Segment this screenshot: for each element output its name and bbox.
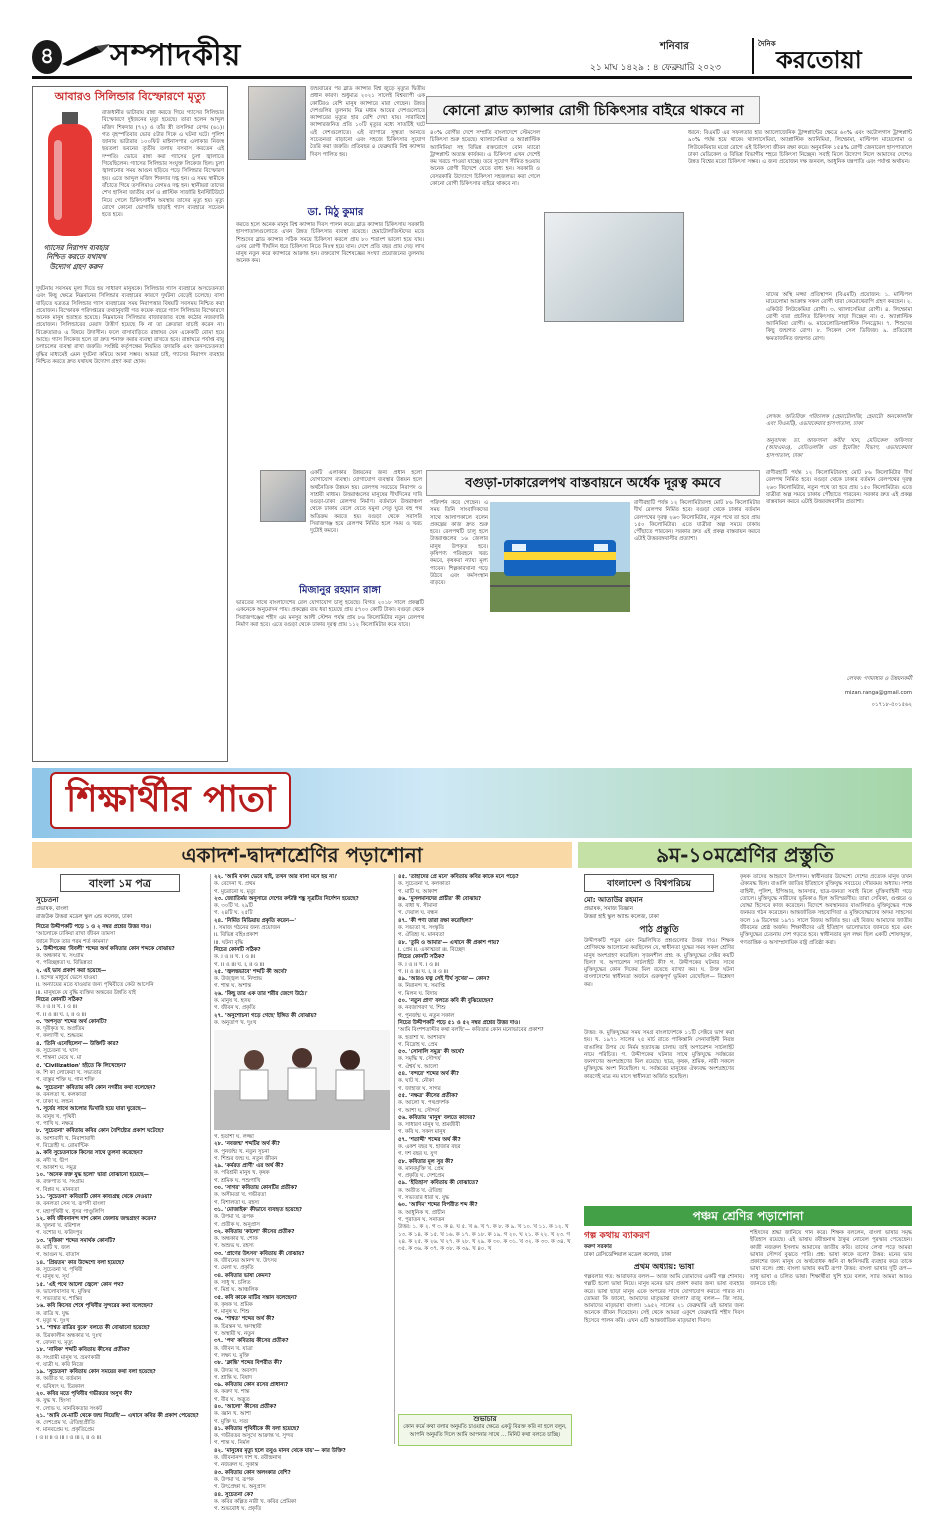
mcq-line: গ. শুভবোধ ঘ. প্রকৃতি: [214, 1506, 262, 1513]
gas-title: আবারও সিলিন্ডার বিস্ফোরণে মৃত্যু: [54, 90, 206, 103]
mcq-line: ক. সভ্যতা খ. সংস্কৃতি: [398, 925, 444, 932]
mcq-line: গ. ঐশ্বর্য ঘ. আলো: [398, 1063, 438, 1070]
mcq-line: i ও ii ii ও iii i ও iii i, ii ও iii: [36, 1434, 102, 1441]
mcq-line: ৩০. 'সাগর' কবিতায় কোনটির প্রতীক?: [214, 1185, 298, 1192]
mcq-line: নিচের উদ্দীপকটি পড়ে ১ ও ২ নম্বর প্রশ্নের উত্তর দাও।: [36, 924, 152, 930]
mcq-line: গ. শিশুর জন্ম ঘ. নতুন জীবন: [214, 1155, 278, 1162]
grade5-paragraph-2: শহিদদের শ্রদ্ধা জানিয়ে গান করে। শিক্ষক বললেন, বাংলা ভাষার সমৃদ্ধ ইতিহাস রয়েছে। এই ভাষায় রবীন্দ্রনাথ ঠাকুর নোবেল পুরস্কার পেয়েছেন। কাজী নজরুল ইসলাম আমাদের জাতীয় কবি। তাদের লেখা পড়ে আমরা ভাষার সৌন্দর্য বুঝতে পারি। প্রশ্ন: ভাষা কাকে বলে? উত্তর: মনের ভাব প্রকাশের জন্য মানুষ যে অর্থবোধক ধ্বনি বা ধ্বনিসমষ্টি ব্যবহার করে তাকে ভাষা বলে। প্রশ্ন: বাংলা ভাষার কয়টি রূপ? উত্তর: বাংলা ভাষার দুটি রূপ— সাধু ভাষা ও চলিত ভাষা। শিক্ষার্থীরা খুশি হয়ে বলল, স্যার আমরা আরও জানতে চাই।: [750, 1230, 912, 1288]
cancer-translator-credit: অনুবাদক: ডা. আফসানা কবীর খান, মেডিকেল অফিসার (আরএমও), রেডিওলজি এন্ড ইমেজিং বিভাগ, এভারকেয়ার হাসপাতাল, ঢাকা: [766, 438, 912, 459]
mcq-line: ৫৩. 'সোনালি সমুদ্র' কী অর্থে?: [398, 1049, 465, 1056]
mcq-line: ক. জীবন খ. যাত্রা: [214, 1345, 253, 1352]
mcq-line: ৪৫. 'তাহাদের প্রে মনে' কবিতায় কবির কাকে মনে পড়ে?: [398, 874, 519, 880]
mcq-line: ৪. 'তিনি এনেছিলেন'— উক্তিটি কার?: [36, 1040, 119, 1047]
mcq-line: গ. প্রকৃতি ঘ. দেশপ্রেম: [398, 1173, 445, 1180]
column-rule: [210, 874, 211, 1444]
mcq-line: গ. ii ও iii ঘ. i, ii ও iii: [36, 1011, 87, 1018]
rail-paragraph-2: ভারতের সাথে বাংলাদেশের রেল যোগাযোগ চালু হয়েছে। বিগত ২০১৮ সালে প্রকল্পটি একনেকে অনুমোদন পায়। প্রকল্পের ব্যয় ধরা হয়েছে প্রায় ৫৭০০ কোটি টাকা। বগুড়া থেকে সিরাজগঞ্জের শহীদ এম মনসুর আলী স্টেশন পর্যন্ত প্রায় ৮৬ কিলোমিটার নতুন রেলপথ নির্মাণ করা হবে। এতে বগুড়া থেকে ঢাকার দূরত্ব প্রায় ১১২ কিলোমিটার কমে যাবে।: [236, 600, 424, 628]
rail-paragraph-4: রাণীরহাটি পর্যন্ত ১২ কিলোমিটারসহ মোট ৮৬ কিলোমিটার দীর্ঘ রেলপথ নির্মিত হবে। বগুড়া থেকে ঢাকার বর্তমান রেলপথের দূরত্ব ২৬৩ কিলোমিটার, নতুন পথে তা হবে প্রায় ১৫০ কিলোমিটার। এতে যাত্রীরা অল্প সময়ে ঢাকায় পৌঁছাতে পারবেন। সরকার দ্রুত এই প্রকল্প বাস্তবায়ন করবে এটাই উত্তরবঙ্গবাসীর প্রত্যাশা।: [634, 500, 760, 543]
mcq-line: ক. মানবমুক্তি খ. প্রেম: [398, 1165, 444, 1172]
mcq-line: ক. সুচেতনা খ. ঘাস: [36, 1048, 78, 1055]
mcq-line: ১০. 'অনেক রক্ত যুদ্ধ হলো' দ্বারা বোঝানো হয়েছে—: [36, 1172, 149, 1179]
mcq-line: ক. গভীরতর অসুখে আক্রান্ত খ. সুন্দর: [214, 1433, 294, 1440]
mcq-line: ১৯. 'সুচেতনা' কবিতায় কোন সময়ের কথা বলা হয়েছে?: [36, 1369, 156, 1376]
mcq-line: ১১. 'সুচেতনা' কবিতাটি কোন কাব্যগ্রন্থ থেকে নেওয়া?: [36, 1193, 153, 1200]
mcq-line: ৫৬. কবিতায় 'মানুষ' বলতে কাদের?: [398, 1114, 476, 1121]
mcq-column-1: [36, 924, 206, 1444]
rail-paragraph-1: একটি এলাকার উন্নয়নের জন্য প্রধান হলো যোগাযোগ ব্যবস্থা। যোগাযোগ ব্যবস্থার উন্নয়ন হলে অর্থনৈতিক উন্নয়ন হয়। রেলপথ সবচেয়ে নিরাপদ ও সাশ্রয়ী মাধ্যম। উত্তরাঞ্চলের মানুষের দীর্ঘদিনের দাবি বগুড়া-ঢাকা রেলপথ নির্মাণ। বর্তমানে উত্তরাঞ্চল থেকে ঢাকায় রেলে যেতে যমুনা সেতু ঘুরে বহু পথ অতিক্রম করতে হয়। বগুড়া থেকে সরাসরি সিরাজগঞ্জ হয়ে রেলপথ নির্মিত হলে সময় ও খরচ দুটোই কমবে।: [310, 470, 422, 535]
gas-cylinder-icon: [40, 110, 100, 240]
bangla-topic: সুচেতনা: [36, 896, 59, 904]
mcq-line: গ. ii ও iii ঘ. i, ii ও iii: [214, 961, 265, 968]
mcq-line: 'আমি বিংশশতাব্দীর কথা বলছি'— কবিতার কোন মনোভাবের প্রকাশ?: [398, 1027, 544, 1034]
mcq-line: গ. অস্থায়ী ঘ. নতুন: [214, 1331, 255, 1338]
hsc-bar: একাদশ-দ্বাদশশ্রেণির পড়াশোনা: [32, 842, 572, 868]
mcq-line: ক. হতাশা খ. আশাবাদ: [398, 1034, 446, 1041]
mcq-line: ৬০. 'আদিম' শব্দের বিপরীত শব্দ কী?: [398, 1202, 478, 1209]
mcq-line: গ. মানুষ ঘ. শিশু: [214, 1309, 250, 1316]
mcq-column-3: [398, 874, 572, 1412]
mcq-line: জানে দিকে তার পরম শর্ত কামনা।': [36, 938, 109, 945]
mcq-line: ক. পরিশ্রমী মানুষ খ. কৃষক: [214, 1170, 270, 1177]
mcq-line: ক. সুচেতনা খ. পৃথিবী: [36, 1266, 83, 1273]
mcq-line: ক. অন্ধকার খ. সংগ্রাম: [36, 953, 84, 960]
gas-paragraph-1: রাজধানীর ভাটারায় রান্না করতে গিয়ে গ্যাসের সিলিন্ডার বিস্ফোরণে দুইজনের মৃত্যু হয়েছে। তারা হলেন আব্দুল মজিদ শিকদার (৭২) ও তাঁর স্ত্রী তসলিমা বেগম (৬১)। গত বৃহস্পতিবার ভোর ৫টার দিকে এ ঘটনা ঘটে। পুলিশ জানায় ভাটারার ১০০ফিট মাইনাসপার এলাকার নিজস্ব ছয়তলা ভবনের তৃতীয় তলায় বসবাস করতেন এই দম্পতি। ভোরে রান্না করা গ্যাসের চুলা জ্বালাতে গিয়েছিলেন। গ্যাসের সিলিন্ডার সংযুক্ত লিকেজ ছিল। চুলা জ্বালানোর সময় আগুন ছড়িয়ে পড়ে সিলিন্ডার বিস্ফোরণ হয়। এতে আব্দুল মজিদ শিকদার দগ্ধ হন। এ সময় স্বামীকে বাঁচাতে গিয়ে তসলিমাও বেগমও দগ্ধ হন। স্থানীয়রা তাদের শেখ হাসিনা জাতীয় বার্ন ও প্লাস্টিক সার্জারি ইনস্টিটিউটে নিয়ে গেলে চিকিৎসাধীন অবস্থায় তাদের মৃত্যু হয়। মৃত্যু রোগে কোনো ভোগান্তি ছাড়াই গ্যাস ব্যবহারে সচেতন হতে হবে।: [102, 110, 224, 219]
mcq-line: ৫৪. 'বন্দরে' শব্দের অর্থ কী?: [398, 1071, 460, 1078]
mcq-line: ৯. কবি সুচেতনাকে কিসের সাথে তুলনা করেছেন?: [36, 1150, 143, 1157]
mcq-line: iii. ঘটনা বৃদ্ধি: [214, 939, 244, 946]
mcq-line: i. সমাজ গঠনের জন্য প্রয়োজন: [214, 925, 281, 932]
mcq-line: ২৭. 'অনুশোচনা গড়ে গেছে' ইঙ্গিত কী বোঝায়?: [214, 1012, 317, 1019]
bd-teacher-title: প্রভাষক, সমাজ বিজ্ঞান: [584, 906, 633, 912]
mcq-line: গ. সভ্যতার ঘ. শান্তির: [36, 1296, 83, 1303]
mcq-line: ক. চিরকালীন অন্ধকার খ. দুঃখ: [36, 1332, 102, 1339]
mcq-line: ৩১. 'মোজাইক' কীভাবে ব্যবহৃত হয়েছে?: [214, 1206, 302, 1213]
mcq-line: উত্তর: ১. ক ২. গ ৩. ক ৪. ঘ ৫. খ ৬. খ ৭. ক ৮. ক ৯. খ ১০. খ ১১. ক ১২. খ ১৩. ক ১৪. ক ১৫. খ ১৬. ক ১৭. ক ১৮. ক ১৯. গ ২০. ঘ ২১. ক ২২. খ ২৩. গ ২৪. ক ২৫. ক ২৬. খ ২৭. ক ২৮. খ ২৯. ক ৩০. ক ৩১. খ ৩২. ক ৩৩. ক ৩৪. খ ৩৫. ক ৩৬. ক ৩৭. ক ৩৮. ক ৩৯. খ ৪০. খ: [398, 1224, 571, 1253]
bangla-subject: বাংলা ১ম পত্র: [60, 874, 180, 892]
mcq-line: গ. শ্রমিক ঘ. পশুপাখি: [214, 1177, 261, 1184]
mcq-line: গ. ২৪টি ঘ. ২৫টি: [214, 910, 253, 917]
mcq-line: ক. আলো খ. পথপ্রদর্শক: [398, 1100, 449, 1107]
mcq-line: গ. যশোর ঘ. ফরিদপুর: [36, 1230, 83, 1237]
cancer-author: ডা. মিঠু কুমার: [307, 207, 364, 218]
gas-paragraph-2: দুর্ঘটনায় সবসময় মূল্য দিতে হয় সাধারণ মানুষকে। সিলিন্ডার গ্যাস ব্যবহারে অসচেতনতা এবং কিছু ক্ষেত্রে নিম্নমানের সিলিন্ডার ব্যবহারের কারণে দুর্ঘটনা বেড়েই চলেছে। বাসা বাড়িতে যত্রতত্র সিলিন্ডার গ্যাস ব্যবহারের সময় নিরাপত্তার বিষয়টি সবসময় নিশ্চিত করা প্রয়োজন। বিস্ফোরক পরিদপ্তরের তথ্যানুযায়ী গত কয়েক বছরে গ্যাস সিলিন্ডার বিস্ফোরণে অনেক মানুষ হতাহত হয়েছে। নিম্নমানের সিলিন্ডার বাজারজাত বন্ধে কঠোর নজরদারি প্রয়োজন। সিলিন্ডারের মেয়াদ উত্তীর্ণ হয়েছে কি না তা ক্রেতারা যাচাই করেন না। বিক্রেতারাও এ বিষয়ে উদাসীন। ফলে বাসাবাড়িতে রান্নাঘর যেন একেকটি বোমা হয়ে আছে। গ্যাস লিকেজ হলে তা দ্রুত শনাক্ত করার ব্যবস্থা রাখতে হবে। রান্নাঘরে পর্যাপ্ত বায়ু চলাচলের ব্যবস্থা রাখা জরুরি। সংশ্লিষ্ট কর্তৃপক্ষের নিয়মিত তদারকি এবং জনসচেতনতা বৃদ্ধির মাধ্যমেই এমন দুর্ঘটনা কমিয়ে আনা সম্ভব। আমরা চাই, গ্যাসের নিরাপদ ব্যবহার নিশ্চিত করতে দ্রুত যথাযথ উদ্যোগ গ্রহণ করা হোক।: [36, 286, 224, 365]
mcq-line: গ. আকাশ ঘ. সমুদ্র: [36, 1164, 77, 1171]
mcq-line: ক. ৩০টি খ. ২৯টি: [214, 903, 253, 910]
shuvochar-title: শুভাচার: [473, 1415, 497, 1423]
mcq-line: গ. পুনর্জন্ম ঘ. নতুন সকাল: [398, 1012, 455, 1019]
mcq-line: ক. অনুতাপ খ. দুঃখ: [214, 1019, 257, 1026]
header-rule: [32, 76, 912, 79]
mcq-line: ক. অতীত খ. বর্তমান: [36, 1376, 81, 1383]
mcq-line: ক. সুচেতনা খ. কলকাতা: [398, 881, 451, 888]
mcq-line: ক. নদী খ. দ্বীপ: [36, 1157, 68, 1164]
mcq-line: ক. অসীমতা খ. গভীরতা: [214, 1192, 266, 1199]
mcq-line: ৫৭. 'শতাব্দী' শব্দের অর্থ কী?: [398, 1136, 461, 1143]
mcq-line: ৫৫. 'নক্ষত্র' কীসের প্রতীক?: [398, 1092, 459, 1099]
mcq-line: ৫. 'Civilization' হইতে কি লিখেছেন?: [36, 1062, 127, 1069]
mcq-line: গ. সভ্যতার ধারা ঘ. যুদ্ধ: [398, 1195, 450, 1202]
mcq-line: ৪০. 'আলো' কীসের প্রতীক?: [214, 1403, 277, 1410]
mcq-line: গ. মুক্তি ঘ. সত্য: [214, 1418, 249, 1425]
mcq-line: গ. মৃত্যু ঘ. দুঃখ: [36, 1318, 70, 1325]
grade5-bar: পঞ্চম শ্রেণির পড়াশোনা: [584, 1206, 912, 1226]
mcq-line: নিচের কোনটি সঠিক?: [36, 996, 83, 1003]
mcq-line: ii. বিভিন্ন বহিঃপ্রকাশ: [214, 932, 259, 939]
education-title: শিক্ষার্থীর পাতা: [50, 772, 291, 829]
mcq-line: গ. দশ বছর ঘ. যুগ: [398, 1151, 438, 1158]
mcq-line: ক. মাটি খ. জল: [36, 1245, 70, 1252]
mcq-line: ক. দেশপ্রেম খ. ঐতিহ্যপ্রীতি: [36, 1420, 95, 1427]
mcq-line: ২০. কবির মতে পৃথিবীর গভীরতর অসুখ কী?: [36, 1391, 133, 1397]
mcq-line: গ. মেলা ঘ. প্রকৃতি: [214, 1265, 254, 1272]
mcq-line: ৮. 'সুচেতনা' কবিতায় কবির কোন বৈশিষ্ট্যের প্রকাশ ঘটেছে?: [36, 1128, 164, 1135]
bangla-teacher: প্রভাষক, বাংলা: [36, 906, 69, 912]
bd-teacher: মো: আতাউর রহমান: [584, 896, 643, 904]
mcq-line: ক. উজ্জ্বল খ. নিষ্প্রভ: [214, 976, 263, 983]
mcq-line: গ. আশা ঘ. সৌন্দর্য: [398, 1107, 440, 1114]
mcq-line: গ. শ্রান্তি ঘ. বিষাদ: [214, 1374, 253, 1381]
mcq-line: ১৪. 'প্রিয়তম' কার উদ্দেশ্যে বলা হয়েছে?: [36, 1259, 125, 1266]
mcq-line: ৩৭. 'পথ' কবিতায় কীসের প্রতীক?: [214, 1338, 289, 1345]
grade5-paragraph-1: গল্পবলার গত: আরাফাত বলল— আজ আমি তোমাদের একটি গল্প শোনাব। গল্পটি হলো ভাষা নিয়ে। মানুষ মনের ভাব প্রকাশ করার জন্য ভাষা ব্যবহার করে। ভাষা ছাড়া মানুষ একে অপরের সাথে যোগাযোগ করতে পারত না। তোমরা কি জানো, আমাদের মাতৃভাষা বাংলা? রাজু বলল— জি স্যার, আমাদের মাতৃভাষা বাংলা। ১৯৫২ সালের ২১ ফেব্রুয়ারি এই ভাষার জন্য অনেকে জীবন দিয়েছেন। সেই থেকে আমরা একুশে ফেব্রুয়ারি শহীদ দিবস হিসেবে পালন করি। এখন এটি আন্তর্জাতিক মাতৃভাষা দিবস।: [584, 1274, 744, 1324]
mcq-line: গ. কবি ঘ. সকল মানুষ: [398, 1129, 446, 1136]
mcq-line: গ. মিশ্র ঘ. আঞ্চলিক: [214, 1287, 259, 1294]
mcq-line: ২৯. 'কর্মরত প্রাণী' এর অর্থ কী?: [214, 1163, 284, 1170]
mcq-line: গ. মহাপৃথিবী ঘ. ধূসর পাণ্ডুলিপি: [36, 1208, 104, 1215]
mcq-line: ২৪. 'নির্মিত মিডিয়ায় প্রকৃতি করেন—': [214, 917, 297, 924]
mcq-line: ক. আশাবাদী খ. নিরাশাবাদী: [36, 1135, 95, 1142]
rail-author-photo: [260, 470, 306, 522]
mcq-line: গ. বীর ঘ. অদ্ভুত: [214, 1396, 250, 1403]
rail-author-phone: ০১৭১৮-৫০১৫৬২: [871, 702, 912, 708]
mcq-line: ii. অন্যায়ের মতে যাওয়ার জন্য পৃথিবীতে কেউ আসেনি: [36, 982, 154, 989]
rail-paragraph-3: পরিদর্শন করে গেছেন। এ সময় তিনি সাংবাদিকদের সাথে আলাপকালে বলেন প্রকল্পের কাজ দ্রুত শুরু হবে। রেলপথটি চালু হলে উত্তরাঞ্চলের ১৬ জেলার মানুষ উপকৃত হবে। কৃষিপণ্য পরিবহনে খরচ কমবে, কৃষকরা ন্যায্য মূল্য পাবেন। শিল্পকারখানা গড়ে উঠবে এবং কর্মসংস্থান বাড়বে।: [430, 500, 488, 587]
mcq-line: গ. দেয়াল ঘ. বন্ধন: [398, 910, 438, 917]
mcq-line: ক. বনলতা সেন খ. রূপসী বাংলা: [36, 1201, 106, 1208]
train-photo: [490, 502, 630, 612]
mcq-line: ৭. সূর্যের সাথে আলোর ভিখারি হয়ে যারা ঘুরেছে—: [36, 1106, 147, 1113]
mcq-line: গ. হতাশা ঘ. লজ্জা: [214, 1134, 254, 1140]
mcq-line: গ. জাহাজ ঘ. সাগর: [398, 1085, 441, 1092]
mcq-column-2-top: [214, 874, 390, 1026]
mcq-line: ক. সমৃদ্ধি খ. সৌন্দর্য: [398, 1056, 441, 1063]
mcq-line: গ. বিশালতা ঘ. রহস্য: [214, 1199, 260, 1206]
mcq-line: গ. ii ও iii ঘ. i, ii ও iii: [398, 968, 449, 975]
mcq-line: ৪৬. 'মুসলমানদের প্রাচীর' কী বোঝায়?: [398, 895, 482, 902]
mcq-line: গ. পরিচ্ছন্নতা ঘ. বিভিন্নতা: [36, 960, 93, 967]
mcq-line: নিচের উদ্দীপকটি পড়ে ৫১ ও ৫২ নম্বর প্রশ্নের উত্তর দাও।: [398, 1019, 521, 1026]
paper-tag: দৈনিক: [758, 40, 776, 48]
mcq-line: ২৮. 'নবজন্ম' শব্দটির অর্থ কী?: [214, 1141, 280, 1148]
mcq-line: ক. সাধু খ. চলিত: [214, 1279, 251, 1286]
mcq-line: ক. উদ্যম খ. অবসাদ: [214, 1367, 258, 1374]
mcq-line: ৪৮. 'তুমি ও আমার'— এখানে কী প্রকাশ পায়?: [398, 939, 500, 946]
mcq-line: ৩৬. 'শাশ্বত' শব্দের অর্থ কী?: [214, 1316, 275, 1323]
mcq-line: ২৩. জ্যোতির্ময় অনুসারে দেশের কন্টাক্ট শঙ্কু সূত্রটির নির্দেশন হয়েছে?: [214, 895, 359, 902]
grade5-subject: গল্প কথায় ব্যাকরণ: [584, 1231, 650, 1241]
mcq-line: ক. উপমা খ. রূপক: [214, 1214, 254, 1221]
mcq-column-2-bottom: [214, 1134, 390, 1513]
mcq-line: ক. যুদ্ধ খ. হিংসা: [36, 1398, 71, 1405]
mcq-line: ক. বেদেনা খ. প্রথম: [214, 881, 256, 888]
mcq-line: গ. ঐতিহ্য ঘ. মানবতা: [398, 932, 445, 939]
mcq-line: iii. মানুষকে যে বুদ্ধি ব্যক্তির অন্তরের উন্নতি যাই: [36, 989, 136, 996]
mcq-line: ক. শি কা লোকেরা খ. সভ্যতার: [36, 1069, 102, 1076]
mcq-line: গ. লক্ষ্য ঘ. মুক্তি: [214, 1352, 250, 1359]
mcq-line: ৫৯. 'ইতিহাস' কবিতায় কী বোঝাতে?: [398, 1180, 479, 1187]
mcq-line: ক. নবজাগরণ খ. শিশু: [398, 1005, 446, 1012]
mcq-line: ক. জীবনানন্দ দাশ খ. রবীন্দ্রনাথ: [214, 1455, 282, 1462]
shuvochar-box: [398, 1414, 572, 1446]
mcq-line: গ. মিলন ঘ. বিদায়: [398, 990, 438, 997]
mcq-line: ৬. 'সুচেতনা' কবিতায় কবি কোন নগরীর কথা বলেছেন?: [36, 1084, 156, 1091]
bd-subject: বাংলাদেশ ও বিশ্বপরিচয়: [584, 874, 714, 892]
mcq-line: ৩৮. 'ক্লান্তি' শব্দের বিপরীত কী?: [214, 1360, 283, 1367]
mcq-line: ক. দূরীকৃত খ. অপ্রতিম: [36, 1026, 85, 1033]
mcq-line: গ. নজরুল ঘ. সুকান্ত: [214, 1462, 259, 1469]
mcq-line: ৩৩. 'প্রাণের উৎসব' কবিতায় কী বোঝায়?: [214, 1250, 305, 1257]
bd-paragraph-2: উত্তর: ক. মুক্তিযুদ্ধের সময় সমগ্র বাংলাদেশকে ১১টি সেক্টরে ভাগ করা হয়। খ. ১৯৭১ সালের ২৫ মার্চ রাতে পাকিস্তানি সেনাবাহিনী নিরস্ত্র বাঙালির উপর যে নির্মম হত্যাযজ্ঞ চালায় তাই অপারেশন সার্চলাইট নামে পরিচিত। গ. উদ্দীপকের ঘটনার সাথে মুক্তিযুদ্ধে সর্বস্তরের জনগণের অংশগ্রহণের মিল রয়েছে। ছাত্র, কৃষক, শ্রমিক, নারী সকলে মুক্তিযুদ্ধে অংশ নিয়েছিল। ঘ. সর্বস্তরের মানুষের ঐক্যবদ্ধ অংশগ্রহণের কারণেই মাত্র নয় মাসে স্বাধীনতা অর্জিত হয়েছিল।: [584, 1030, 734, 1080]
rail-headline: বগুড়া-ঢাকারেলপথ বাস্তবায়নে অর্ধেক দূরত্ব কমবে: [426, 470, 760, 496]
bd-paragraph-3: কৃষক তাদের আহরণে উৎপাদন। স্বাধীনতার উদ্দেশ্যে দেশের প্রত্যেক মানুষ তখন ঐক্যবদ্ধ ছিল। বাঙালি জাতির ইতিহাসে মুক্তিযুদ্ধ সবচেয়ে গৌরবময় অধ্যায়। সশস্ত্র বাহিনী, পুলিশ, ইপিআর, আনসার, ছাত্র-জনতা সবাই মিলে মুক্তিবাহিনী গড়ে তোলে। মুক্তিযুদ্ধে নারীদের ভূমিকাও ছিল অবিস্মরণীয়। তারা সেবিকা, গুপ্তচর ও যোদ্ধা হিসেবে কাজ করেছেন। বিদেশে অবস্থানরত বাঙালিরাও মুক্তিযুদ্ধের পক্ষে জনমত গঠন করেছেন। আন্তর্জাতিক সহযোগিতা ও মুক্তিযোদ্ধাদের অদম্য সাহসের ফলে ১৬ ডিসেম্বর ১৯৭১ সালে বিজয় অর্জিত হয়। এই বিজয় আমাদের জাতীয় জীবনের শ্রেষ্ঠ অর্জন। শিক্ষার্থীদের এই ইতিহাস ভালোভাবে জানতে হবে এবং মুক্তিযুদ্ধের চেতনায় দেশ গড়তে হবে। স্বাধীনতার মূল লক্ষ্য ছিল একটি শোষণমুক্ত, গণতান্ত্রিক ও অসাম্প্রদায়িক রাষ্ট্র প্রতিষ্ঠা করা।: [740, 874, 912, 946]
mcq-line: ২২. 'আমি যখন ভেবে যাই, তখন আর বাসা মনে হয় না।': [214, 874, 338, 880]
mcq-line: গ. মাটি ঘ. আকাশ: [398, 888, 438, 895]
mcq-line: i. ছন্দের মাধুর্যে ভেসে যাওয়া: [36, 975, 97, 982]
mcq-line: ৩৯. কবিতায় কোন রসের প্রাধান্য?: [214, 1382, 289, 1389]
issue-date: ২১ মাঘ ১৪২৯ : ৪ ফেব্রুয়ারি ২০২৩: [590, 63, 721, 73]
mcq-line: গ. বিপ্লব ঘ. মানবতা: [36, 1186, 80, 1193]
mcq-line: গ. বিদ্রোহী ঘ. রোমান্টিক: [36, 1142, 89, 1149]
mcq-line: ৪৪. সুচেতনা কে?: [214, 1491, 254, 1498]
mcq-line: ক. করুণ খ. শান্ত: [214, 1389, 250, 1396]
mcq-line: ক. নিরানন্দ খ. সমাপ্তি: [398, 983, 445, 990]
mcq-line: ৩২. কবিতায় 'কালো' কীসের প্রতীক?: [214, 1228, 295, 1235]
mcq-line: ২৫. 'জ্বলন্তভাবে' শব্দটি কী অর্থে?: [214, 968, 288, 975]
bd-lesson: পাঠ প্রস্তুতি: [639, 925, 679, 935]
mcq-line: ২৬. 'কিছু তার এক তার শরীর জেগে উঠে।': [214, 990, 308, 997]
mcq-line: গ. জীবন ঘ. প্রকৃতি: [214, 1005, 256, 1012]
mcq-line: গ. প্রতীক ঘ. অনুপ্রাস: [214, 1221, 260, 1228]
mcq-line: ক. কৃষক খ. শ্রমিক: [214, 1301, 253, 1308]
mcq-line: গ. যাত্রী ঘ. কবি নিজে: [36, 1361, 84, 1368]
ssc-bar: ৯ম-১০মশ্রেণির প্রস্তুতি: [578, 842, 912, 868]
cancer-paragraph-3: ৪০% রোগীর দেশে সম্প্রতি বাংলাদেশে স্টেমসেল চিকিৎসা শুরু হয়েছে। থ্যালাসেমিয়া ও অ্যাপ্লাস্টিক অ্যানিমিয়া সহ বিভিন্ন রক্তরোগে বোন ম্যারো ট্রান্সপ্লান্ট অত্যন্ত কার্যকর। এ চিকিৎসা এখন দেশেই কম খরচে পাওয়া যাচ্ছে। তবে সুযোগ সীমিত হওয়ায় অনেক রোগী বিদেশে যেতে বাধ্য হন। সরকারি ও বেসরকারি উদ্যোগে চিকিৎসা সহজলভ্য করা গেলে কোনো রোগী চিকিৎসার বাইরে থাকবে না।: [430, 130, 540, 188]
rail-continuation: রাণীরহাটি পর্যন্ত ১২ কিলোমিটারসহ মোট ৮৬ কিলোমিটার দীর্ঘ রেলপথ নির্মিত হবে। বগুড়া থেকে ঢাকার বর্তমান রেলপথের দূরত্ব ২৬৩ কিলোমিটার, নতুন পথে তা হবে প্রায় ১৫০ কিলোমিটার। এতে যাত্রীরা অল্প সময়ে ঢাকায় পৌঁছাতে পারবেন। সরকার দ্রুত এই প্রকল্প বাস্তবায়ন করবে এটাই উত্তরবঙ্গবাসীর প্রত্যাশা।: [766, 470, 912, 506]
weekday: শনিবার: [660, 41, 689, 52]
mcq-line: গ. বিদ্রোহ ঘ. প্রেম: [398, 1041, 438, 1048]
mcq-line: ক. i ও ii খ. i ও iii: [398, 961, 440, 968]
page-number: ৪: [32, 40, 62, 74]
mcq-line: ১২. কবি জীবনানন্দ দাশ কোন জেলায় জন্মগ্রহণ করেন?: [36, 1215, 157, 1222]
mcq-line: ৪৩. কবিতায় কোন অলংকার বেশি?: [214, 1469, 291, 1476]
students-photo: [214, 1030, 390, 1130]
mcq-line: নিচের কোনটি সঠিক?: [398, 954, 445, 961]
mcq-line: ক. পুনর্জন্ম খ. নতুন সূচনা: [214, 1148, 270, 1155]
section-title: সম্পাদকীয়: [110, 38, 242, 73]
mcq-line: ৩৫. কবি কাকে মাটির সন্তান বলেছেন?: [214, 1294, 298, 1301]
mcq-line: ক. i ও ii খ. i ও iii: [214, 954, 256, 961]
mcq-line: ৪৭. 'কী পণ্য তারা রক্ষা করেছিল?': [398, 917, 474, 924]
mcq-line: ক. সংগ্রামী মানুষ খ. ভ্রমণকারী: [36, 1354, 101, 1361]
mcq-line: গ. মুচরানো ঘ. মৃত্যু: [214, 888, 256, 895]
mcq-line: ১. উদ্দীপকের 'বিবলী' শব্দের অর্থ কবিতার কোন শব্দকে বোঝায়?: [36, 945, 175, 952]
mcq-line: গ. শান্তনা মেয়ে ঘ. মা: [36, 1055, 82, 1062]
mcq-line: ক. অতীত খ. ঐতিহ্য: [398, 1187, 443, 1194]
mcq-line: ১৮. 'নাবিক' শব্দটি কবিতায় কীসের প্রতীক?: [36, 1347, 130, 1354]
paper-name: করতোয়া: [776, 46, 862, 74]
mcq-line: ১৬. কবি কিসের শেষে পৃথিবীর সুন্দরের কথা বলেছেন?: [36, 1303, 153, 1310]
mcq-line: ক. সাধারণ মানুষ খ. শ্রমজীবী: [398, 1122, 461, 1129]
cancer-paragraph-1: জন্মবারের পর ব্লাড ক্যান্সার বিশ্ব জুড়ে মৃত্যুর দ্বিতীয় প্রধান কারণ। শুধুমাত্র ২০২১ সালেই বিশ্বব্যাপী এক কোটিরও বেশি মানুষ ক্যান্সারে মারা গেছেন। উন্নত দেশগুলির তুলনায় নিম্ন মধ্যম আয়ের দেশগুলোতে ক্যান্সারের মৃত্যুর হার বেশি দেখা যায়। সারাবিশ্বে ক্যান্সারজনিত প্রতি ১০টি মৃত্যুর মধ্যে সাতটিই ঘটে এই দেশগুলোতে। এই ব্যাপারে সুস্থতা আনতে সচেতনতা বাড়ানো এবং সহজে চিকিৎসার সুযোগ তৈরি করা জরুরি। প্রতিবছর ৪ ফেব্রুয়ারি বিশ্ব ক্যান্সার দিবস পালিত হয়।: [310, 86, 425, 158]
mcq-line: ক. চিরন্তন খ. ক্ষণস্থায়ী: [214, 1323, 262, 1330]
mcq-line: ক. মানুষ খ. হৃদয়: [214, 998, 251, 1005]
mcq-line: ক. আধুনিক খ. প্রাচীন: [398, 1209, 445, 1216]
mcq-line: গ. পাখি ঘ. নক্ষত্র: [36, 1121, 74, 1128]
mcq-line: গ. উৎপ্রেক্ষা ঘ. অনুপ্রাস: [214, 1484, 266, 1491]
mcq-line: গ. ব্যস্তুর শক্তি ঘ. গান শক্তি: [36, 1077, 95, 1084]
mcq-line: ক. রক্তপাত খ. সংগ্রাম: [36, 1179, 84, 1186]
cancer-paragraph-4: ধরনে: বিএমটি এর সফলতার হার অ্যালোজেনিক ট্রান্সপ্লান্টের ক্ষেত্রে ৬০% এবং অটোলগাস ট্রান্সপ্লান্ট ৯০% পর্যন্ত হয়ে থাকে। থ্যালাসেমিয়া, অ্যাপ্লাস্টিক অ্যানিমিয়া, লিম্ফোমা, মাল্টিপল মায়েলোমা ও লিউকেমিয়ার মতো রোগে এই চিকিৎসা জীবন রক্ষা করে। অনুমানিক ১৫৪% রোগী জেনারেল হাসপাতালে ঢাকা মেডিকেল ও বিভিন্ন বিভাগীয় শহরে চিকিৎসা নিচ্ছেন। সবাই মিলে উদ্যোগ নিলে আমাদের দেশেও উন্নত বিশ্বের মতো চিকিৎসা সম্ভব। এ জন্য প্রয়োজন দক্ষ জনবল, আধুনিক যন্ত্রপাতি এবং পর্যাপ্ত অর্থায়ন।: [688, 130, 912, 166]
mcq-line: গ. লোভ ঘ. মানবিকতার সংকট: [36, 1405, 103, 1412]
grade5-chapter: প্রথম অধ্যায়: ভাষা: [633, 1262, 695, 1271]
gas-caption: গ্যাসের নিরাপদ ব্যবহার নিশ্চিত করতে যথাযথ উদ্যোগ গ্রহণ করুন: [43, 244, 109, 271]
mcq-line: ৫০. 'নতুন প্রাণ' বলতে কবি কী বুঝিয়েছেন?: [398, 998, 494, 1005]
mcq-line: 'আলোকে ঢাকিয়া রাখা জীবন তামসা: [36, 931, 115, 938]
mcq-line: ক. উপমা খ. রূপক: [214, 1476, 254, 1483]
cancer-author-credit: লেখক: অতিরিক্ত পরিচালক (হেমাটোলজি, হেমাটো অনকোলজি এবং বিএমটি), এভারকেয়ার হাসপাতাল, ঢাকা: [766, 414, 912, 428]
mcq-line: ১৫. 'এই পথে আলো জ্বেলে' কোন পথ?: [36, 1281, 124, 1288]
mcq-line: গ. বেদনা ঘ. মৃত্যু: [36, 1339, 73, 1346]
shuvochar-text: কোন কর্মে কথা বলার অনুমতি চাওয়ার ক্ষেত্রে একটু বিরক্ত করি না হলে বলুন, আপনি অনুমতি দিলে আমি আপনার সাথে ... মিনিট কথা বলতে চাচ্ছি।: [403, 1424, 567, 1438]
column-rule: [394, 874, 395, 1444]
mcq-line: ১৭. 'শাশ্বত রাত্রির বুকে' বলতে কী বোঝানো হয়েছে?: [36, 1325, 150, 1332]
mcq-line: ২১. 'আমি যে-মাটি থেকে জন্ম নিয়েছি'— এখানে কবির কী প্রকাশ পেয়েছে?: [36, 1412, 199, 1419]
cancer-headline: কোনো ব্লাড ক্যান্সার রোগী চিকিৎসার বাইরে থাকবে না: [426, 96, 760, 124]
mcq-line: ৪৯. 'আরও যত্ন সেই দীর্ঘ সুখের'— কোন?: [398, 976, 490, 983]
mcq-line: ক. একশ বছর খ. হাজার বছর: [398, 1143, 461, 1150]
mcq-line: ক. অন্ধকার খ. শোক: [214, 1236, 258, 1243]
mcq-line: গ. মানুষ ঘ. সূর্য: [36, 1274, 69, 1281]
mcq-line: ৩. 'অপসৃত' শব্দের অর্থ কোনটি?: [36, 1018, 107, 1025]
mcq-line: ক. বাধা খ. সীমানা: [398, 903, 438, 910]
mcq-line: নিচের কোনটি সঠিক?: [214, 946, 261, 953]
mcq-line: গ. ঢাকা ঘ. লন্ডন: [36, 1099, 73, 1106]
mcq-line: গ. অশুভ ঘ. রহস্য: [214, 1243, 254, 1250]
rail-author: মিজানুর রহমান রাঙ্গা: [299, 585, 381, 596]
mcq-line: ক. খুলনা খ. বরিশাল: [36, 1223, 81, 1230]
mcq-line: গ. ভবিষ্যৎ ঘ. চিরকাল: [36, 1383, 85, 1390]
pen-nib-icon: [58, 42, 118, 68]
mcq-line: গ. আগুন ঘ. বাতাস: [36, 1252, 80, 1259]
author-photo: [248, 86, 306, 160]
mcq-line: ২. এই ভাব প্রকাশ করা হয়েছে—: [36, 967, 107, 974]
bd-paragraph-1: উদ্দীপকটি পড়ুন এবং নিম্নলিখিত প্রশ্নগুলোর উত্তর দাও। শিক্ষক শ্রেণিকক্ষে আলোচনা করছিলেন যে, স্বাধীনতা যুদ্ধের সময় সকল শ্রেণির মানুষ অংশগ্রহণ করেছিল। সৃজনশীল প্রশ্ন: ক. মুক্তিযুদ্ধের সেক্টর কয়টি ছিল? খ. অপারেশন সার্চলাইট কী? গ. উদ্দীপকের ঘটনার সাথে মুক্তিযুদ্ধের কোন দিকের মিল রয়েছে ব্যাখ্যা কর। ঘ. উক্ত ঘটনা বাংলাদেশের স্বাধীনতা অর্জনে গুরুত্বপূর্ণ ভূমিকা রেখেছিল— বিশ্লেষণ কর।: [584, 938, 734, 988]
mcq-line: ৪২. 'মানুষের মৃত্যু হলে তবুও মানব থেকে যায়'— কার উক্তি?: [214, 1447, 346, 1454]
mcq-line: ক. মানুষ খ. পৃথিবী: [36, 1113, 76, 1120]
rail-author-credit: লেখক: গণমাধ্যম ও উন্নয়নকর্মী: [846, 676, 912, 682]
mcq-line: গ. কল্যাণী ঘ. শুদ্ধতম: [36, 1033, 83, 1040]
rail-author-email[interactable]: mizan.ranga@gmail.com: [844, 690, 912, 696]
mcq-line: গ. মানবপ্রেম ঘ. প্রকৃতিপ্রেম: [36, 1427, 94, 1434]
cancer-paragraph-5: যাদের অস্থি মজ্জা প্রতিস্থাপন (বিএমটি) প্রয়োজন: ১. মাল্টিপল মায়েলোমা আক্রান্ত সকল রোগী যারা কেমোথেরাপি গ্রহণ করছেন। ২. একিউট লিউকেমিয়া রোগী। ৩. থ্যালাসেমিয়া রোগী। ৪. লিম্ফোমা রোগী যারা প্রচলিত চিকিৎসায় সাড়া দিচ্ছেন না। ৫. অ্যাপ্লাস্টিক অ্যানিমিয়া রোগী। ৬. মায়েলোডিসপ্লাস্টিক সিনড্রোম। ৭. শিশুদের কিছু জন্মগত রোগ। ৮. সিকেল সেল ডিজিজ। ৯. প্রতিরোধ ক্ষমতাজনিত জন্মগত রোগ।: [766, 292, 912, 342]
mcq-line: গ. শান্ত ঘ. অশান্ত: [214, 983, 252, 990]
mcq-line: ৫৮. কবিতার মূল সুর কী?: [398, 1158, 454, 1165]
xray-photo: [544, 212, 684, 322]
bangla-school: রাজউক উত্তরা মডেল স্কুল এন্ড কলেজ, ঢাকা: [36, 914, 133, 920]
mcq-line: গ. পুরাতন ঘ. সনাতন: [398, 1216, 445, 1223]
mcq-line: ক. ঘাট খ. নৌকা: [398, 1078, 434, 1085]
mcq-line: ১৩. 'মৃত্তিকা' শব্দের সমার্থক কোনটি?: [36, 1237, 116, 1244]
mcq-line: ক. রাত্রি খ. যুদ্ধ: [36, 1310, 69, 1317]
mcq-line: ক. বনলতা খ. কলকাতা: [36, 1091, 87, 1098]
cancer-paragraph-2: করতে হলে অনেক মানুষ বিশ্ব ক্যান্সার দিবস পালন করে। ব্লাড ক্যান্সার চিকিৎসায় সরকারি হাসপাতালগুলোতে এখন উন্নত চিকিৎসার ব্যবস্থা রয়েছে। হেমাটোলজিস্টদের মতে শিশুদের ব্লাড ক্যান্সার সঠিক সময়ে চিকিৎসা করলে প্রায় ৮০ শতাংশ ভালো হয়ে যায়। এসব রোগী দীর্ঘদিন ধরে চিকিৎসা নিতে নিঃস্ব হয়ে যান। দেশে প্রতি বছর প্রায় দেড় লাখ মানুষ নতুন করে ক্যান্সারে আক্রান্ত হন। রক্তরোগ বিশেষজ্ঞের সংখ্যা প্রয়োজনের তুলনায় অনেক কম।: [236, 222, 424, 265]
mcq-line: গ. শান্ত ঘ. নির্মল: [214, 1440, 250, 1447]
mcq-line: ক. জীবনের আনন্দ খ. উৎসব: [214, 1258, 277, 1265]
mcq-line: ৪১. কবিতায় পৃথিবীকে কী বলা হয়েছে?: [214, 1425, 300, 1432]
mcq-line: ক. কবির কল্পিত নারী খ. কবির প্রেমিকা: [214, 1498, 297, 1505]
mcq-line: ক. ভালোবাসার খ. মুক্তির: [36, 1288, 91, 1295]
mcq-line: ক. জ্ঞান খ. আশা: [214, 1411, 251, 1418]
mcq-line: ৩৪. কবিতার ভাষা কেমন?: [214, 1272, 271, 1279]
mcq-line: i. প্রেম ii. একাত্মতা iii. বিচ্ছেদ: [398, 946, 465, 953]
grade5-teacher: করুণ সরকার: [584, 1244, 612, 1250]
grade5-school: ঢাকা রেসিডেন্সিয়াল মডেল কলেজ, ঢাকা: [584, 1252, 672, 1258]
bd-school: উত্তরা হাই স্কুল অ্যান্ড কলেজ, ঢাকা: [584, 914, 659, 920]
mcq-line: ক. i ও ii খ. i ও iii: [36, 1004, 78, 1011]
